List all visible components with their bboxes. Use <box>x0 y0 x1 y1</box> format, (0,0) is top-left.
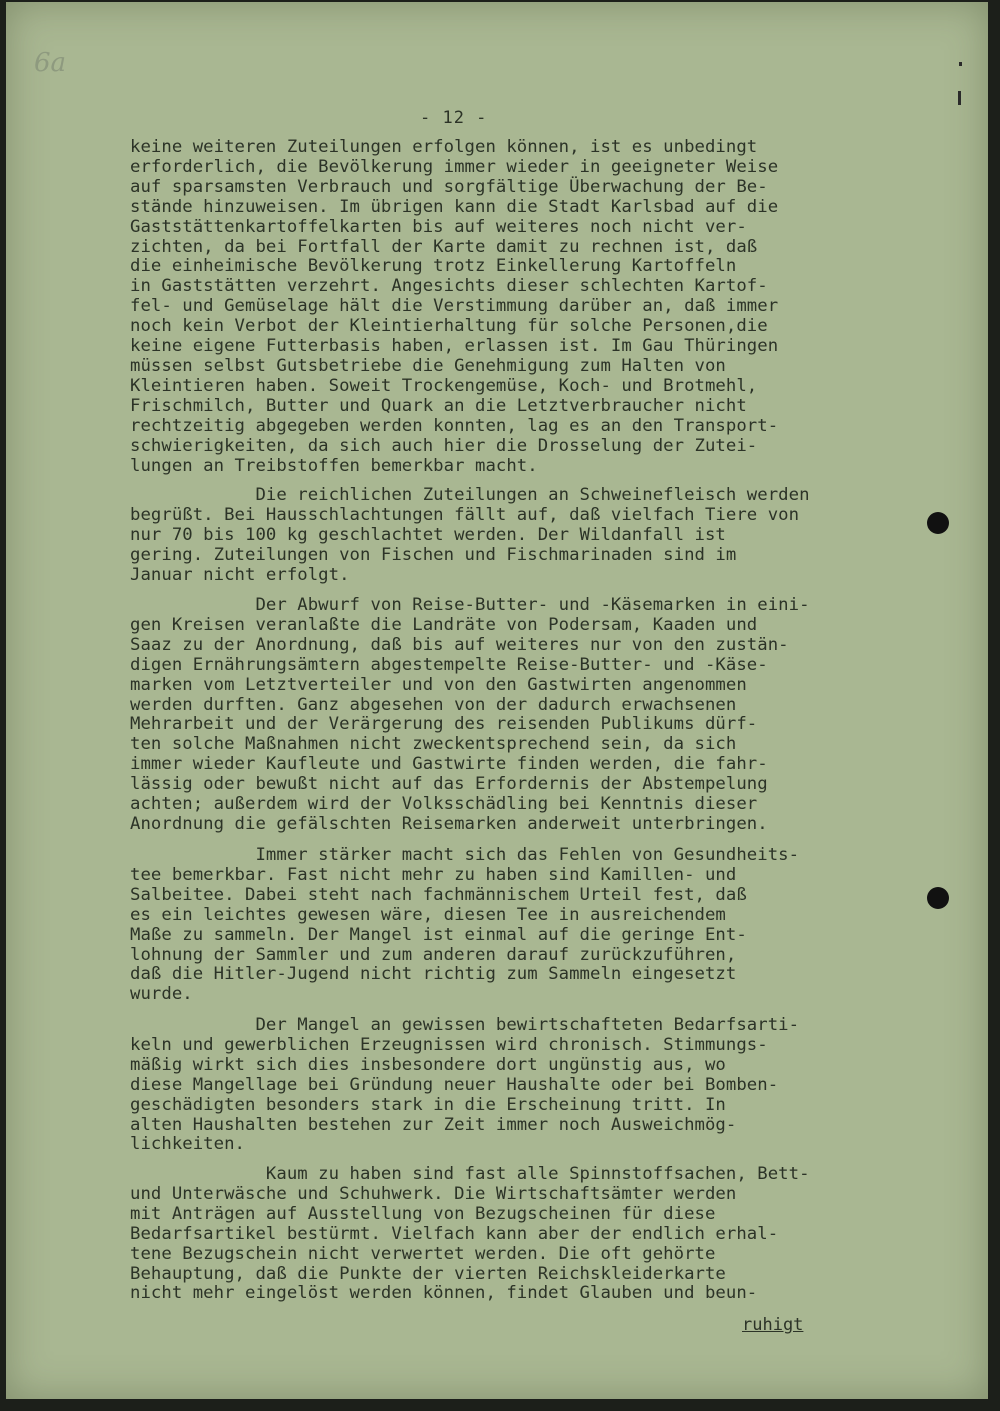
paragraph-potato-supply: keine weiteren Zuteilungen erfolgen können, ist es unbedingt erforderlich, die Bevölkerung immer wieder in geeigneter Weise auf sparsamsten Verbrauch und sorgfältige Überwachung der Be- stände hinzuweisen. Im übrigen kann die Stadt Karlsbad auf die Gaststättenkartoffelkarten bis auf weiteres noch nicht ver- zichten, da bei Fortfall der Karte damit zu rechnen ist, daß die einheimische Bevölkerung trotz Einkellerung Kartoffeln in Gaststätten verzehrt. Angesichts dieser schlechten Kartof- fel- und Gemüselage hält die Verstimmung darüber an, daß immer noch kein Verbot der Kleintierhaltung für solche Personen,die keine eigene Futterbasis haben, erlassen ist. Im Gau Thüringen müssen selbst Gutsbetriebe die Genehmigung zum Halten von Kleintieren haben. Soweit Trockengemüse, Koch- und Brotmehl, Frischmilch, Butter und Quark an die Letztverbraucher nicht rechtzeitig abgegeben werden konnten, lag es an den Transport- schwierigkeiten, da sich auch hier die Drosselung der Zutei- lungen an Treibstoffen bemerkbar macht. <box>130 137 779 476</box>
paragraph-textiles-shortage: Kaum zu haben sind fast alle Spinnstoffsachen, Bett- und Unterwäsche und Schuhwerk. Die Wirtschaftsämter werden mit Anträgen auf Ausstellung von Bezugscheinen für diese Bedarfsartikel bestürmt. Vielfach kann aber der endlich erhal- tene Bezugschein nicht verwertet werden. Die oft gehörte Behauptung, daß die Punkte der vierten Reichskleiderkarte nicht mehr eingelöst werden können, findet Glauben und beun- <box>130 1164 810 1304</box>
page-number: - 12 - <box>420 108 488 128</box>
punch-hole <box>927 512 949 534</box>
paragraph-meat-allocation: Die reichlichen Zuteilungen an Schweinefleisch werden begrüßt. Bei Hausschlachtungen fällt auf, daß vielfach Tiere von nur 70 bis 100 kg geschlachtet werden. Der Wildanfall ist gering. Zuteilungen von Fischen und Fischmarinaden sind im Januar nicht erfolgt. <box>130 485 810 585</box>
margin-mark <box>959 62 962 66</box>
punch-hole <box>927 887 949 909</box>
paragraph-goods-shortage: Der Mangel an gewissen bewirtschafteten Bedarfsarti- keln und gewerblichen Erzeugnissen wird chronisch. Stimmungs- mäßig wirkt sich dies insbesondere dort ungünstig aus, wo diese Mangellage bei Gründung neuer Haushalte oder bei Bomben- geschädigten besonders stark in die Erscheinung tritt. In alten Haushalten bestehen zur Zeit immer noch Ausweichmög- lichkeiten. <box>130 1015 800 1155</box>
catchword: ruhigt <box>742 1315 804 1335</box>
paragraph-travel-ration-stamps: Der Abwurf von Reise-Butter- und -Käsemarken in eini- gen Kreisen veranlaßte die Landräte von Podersam, Kaaden und Saaz zu der Anordnung, daß bis auf weiteres nur von den zustän- digen Ernährungsämtern abgestempelte Reise-Butter- und -Käse- marken vom Letztverteiler und von den Gastwirten angenommen werden durften. Ganz abgesehen von der dadurch erwachsenen Mehrarbeit und der Verärgerung des reisenden Publikums dürf- ten solche Maßnahmen nicht zweckentsprechend sein, da sich immer wieder Kaufleute und Gastwirte finden werden, die fahr- lässig oder bewußt nicht auf das Erfordernis der Abstempelung achten; außerdem wird der Volksschädling bei Kenntnis dieser Anordnung die gefälschten Reisemarken anderweit unterbringen. <box>130 595 810 834</box>
handwritten-page-note: 6a <box>34 48 67 78</box>
margin-mark <box>958 91 961 105</box>
paragraph-herbal-tea-shortage: Immer stärker macht sich das Fehlen von Gesundheits- tee bemerkbar. Fast nicht mehr zu haben sind Kamillen- und Salbeitee. Dabei steht nach fachmännischem Urteil fest, daß es ein leichtes gewesen wäre, diesen Tee in ausreichendem Maße zu sammeln. Der Mangel ist einmal auf die geringe Ent- lohnung der Sammler und zum anderen darauf zurückzuführen, daß die Hitler-Jugend nicht richtig zum Sammeln eingesetzt wurde. <box>130 845 800 1005</box>
